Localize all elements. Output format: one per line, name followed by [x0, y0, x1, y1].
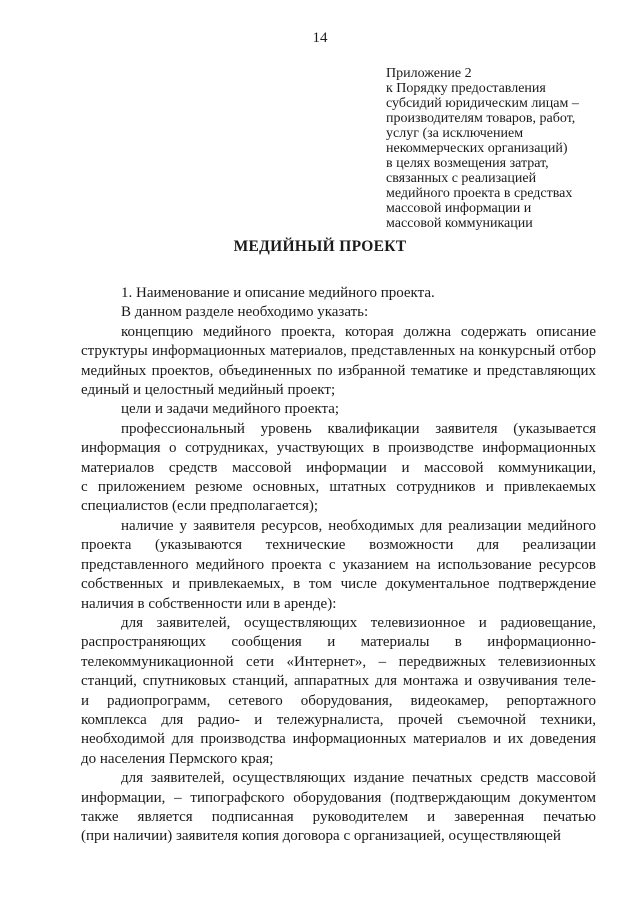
- paragraph-line: наличия в собственности или в аренде):: [81, 595, 337, 612]
- paragraph-line: необходимой для производства информационных материалов и их доведения: [81, 731, 596, 748]
- appendix-line: в целях возмещения затрат,: [386, 156, 549, 171]
- paragraph-line: и радиопрограмм, сетевого оборудования, видеокамер, репортажного: [81, 692, 596, 709]
- appendix-line: массовой информации и: [386, 201, 532, 216]
- paragraph: [81, 614, 596, 769]
- appendix-line: связанных с реализацией: [386, 171, 537, 186]
- paragraph-line: специалистов (если предполагается);: [81, 498, 319, 515]
- paragraph-line: медийных проектов, объединенных по избранной тематике и представляющих: [81, 362, 596, 379]
- paragraph-line: собственных и привлекаемых, в том числе документальное подтверждение: [81, 576, 596, 593]
- paragraph-line: для заявителей, осуществляющих телевизионное и радиовещание,: [121, 614, 596, 631]
- document-title: МЕДИЙНЫЙ ПРОЕКТ: [233, 238, 407, 255]
- paragraph-line: комплекса для радио- и тележурналиста, прочей съемочной техники,: [81, 711, 596, 728]
- paragraph: [81, 517, 596, 614]
- paragraph-line: станций, спутниковых станций, аппаратных для монтажа и озвучивания теле-: [81, 673, 596, 690]
- appendix-line: некоммерческих организаций): [386, 141, 568, 156]
- paragraph: [109, 400, 596, 419]
- paragraph-line: для заявителей, осуществляющих издание печатных средств массовой: [121, 770, 596, 787]
- paragraph-line: В данном разделе необходимо указать:: [121, 304, 369, 321]
- appendix-block: [386, 66, 626, 231]
- paragraph-line: (при наличии) заявителя копия договора с организацией, осуществляющей: [81, 828, 561, 845]
- appendix-line: Приложение 2: [386, 66, 472, 81]
- paragraph: [81, 323, 596, 401]
- paragraph-line: цели и задачи медийного проекта;: [121, 401, 340, 418]
- document-body: [81, 284, 596, 847]
- page-number: 14: [312, 30, 328, 46]
- appendix-line: массовой коммуникации: [386, 216, 533, 231]
- paragraph: [109, 284, 596, 303]
- paragraph: [81, 420, 596, 517]
- paragraph-line: концепцию медийного проекта, которая должна содержать описание: [121, 323, 596, 340]
- appendix-line: производителям товаров, работ,: [386, 111, 576, 126]
- appendix-line: к Порядку предоставления: [386, 81, 546, 96]
- appendix-line: медийного проекта в средствах: [386, 186, 573, 201]
- paragraph-line: проекта (указываются технические возможности для реализации: [81, 537, 596, 554]
- paragraph-line: с приложением резюме основных, штатных сотрудников и привлекаемых: [81, 479, 596, 496]
- paragraph: [81, 769, 596, 847]
- paragraph-line: профессиональный уровень квалификации заявителя (указывается: [121, 420, 596, 437]
- paragraph-line: материалов средств массовой информации и массовой коммуникации,: [81, 459, 596, 476]
- paragraph-line: 1. Наименование и описание медийного проекта.: [121, 285, 435, 301]
- paragraph: [109, 303, 596, 322]
- appendix-line: услуг (за исключением: [386, 126, 524, 141]
- paragraph-line: информации, – типографского оборудования (подтверждающим документом: [81, 789, 596, 806]
- paragraph-line: единый и целостный медийный проект;: [81, 382, 336, 399]
- paragraph-line: структуры информационных материалов, представленных на конкурсный отбор: [81, 343, 596, 360]
- appendix-line: субсидий юридическим лицам –: [386, 96, 579, 111]
- paragraph-line: информация о сотрудниках, участвующих в производстве информационных: [81, 440, 596, 457]
- paragraph-line: представленного медийного проекта с указанием на использование ресурсов: [81, 556, 596, 573]
- paragraph-line: распространяющих сообщения и материалы в информационно-: [81, 634, 596, 651]
- paragraph-line: телекоммуникационной сети «Интернет», – передвижных телевизионных: [81, 653, 596, 670]
- paragraph-line: до населения Пермского края;: [81, 750, 274, 767]
- paragraph-line: также является подписанная руководителем и заверенная печатью: [81, 808, 596, 825]
- paragraph-line: наличие у заявителя ресурсов, необходимых для реализации медийного: [121, 517, 596, 534]
